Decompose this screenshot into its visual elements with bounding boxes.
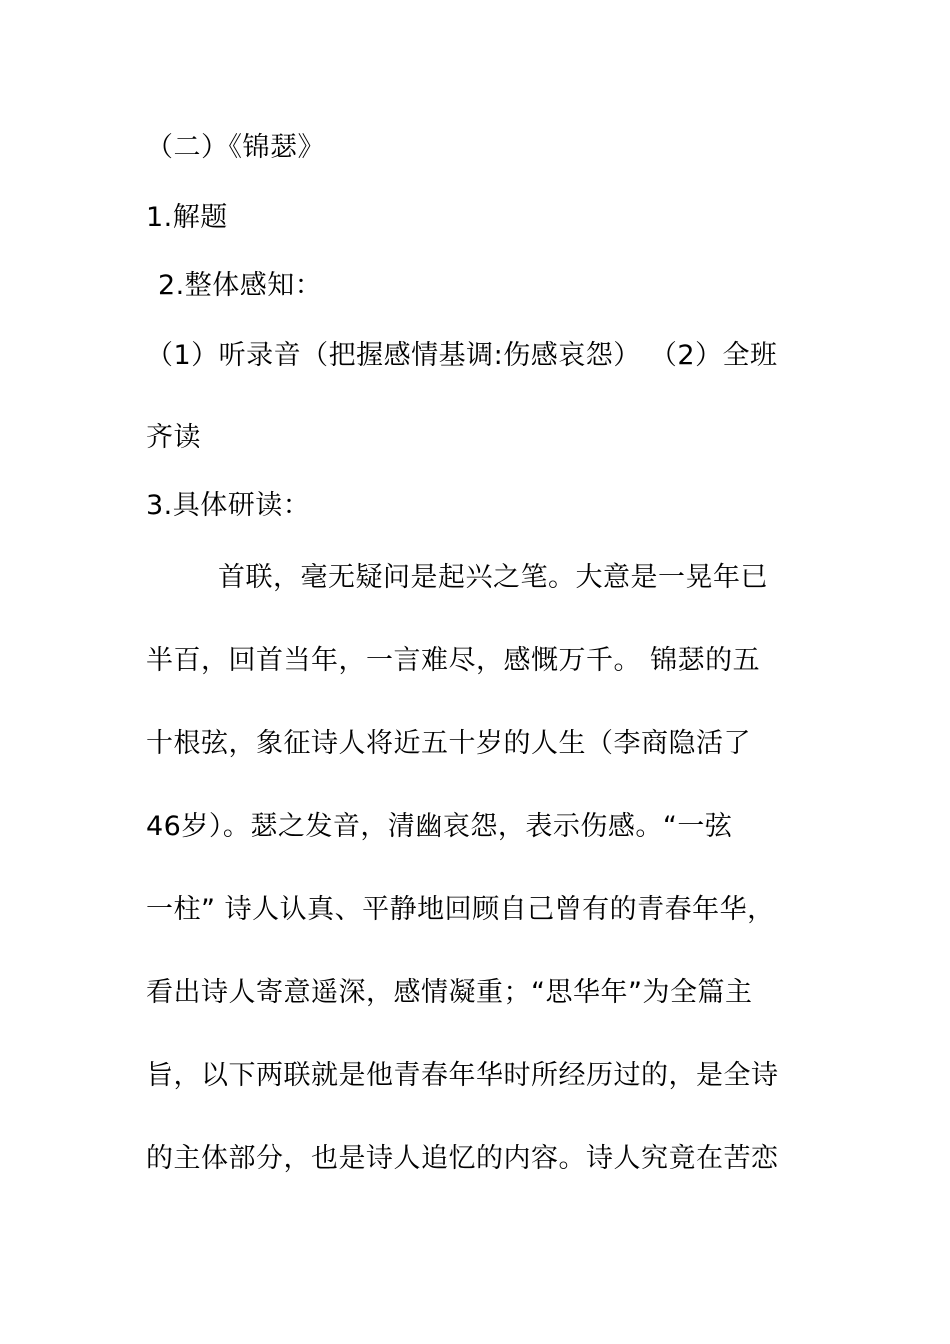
- step-2-detail-line-2: 齐读: [146, 422, 201, 453]
- step-2-detail-line-1: （1）听录音（把握感情基调:伤感哀怨） （2）全班: [146, 340, 778, 371]
- step-1-label: 1.解题: [146, 202, 228, 233]
- section-heading: （二）《锦瑟》: [146, 132, 325, 163]
- paragraph-line: 的主体部分，也是诗人追忆的内容。诗人究竟在苦恋: [146, 1143, 779, 1174]
- paragraph-line: 一柱” 诗人认真、平静地回顾自己曾有的青春年华，: [146, 894, 775, 925]
- paragraph-line: 看出诗人寄意遥深，感情凝重；“思华年”为全篇主: [146, 977, 753, 1008]
- paragraph-line: 旨，以下两联就是他青春年华时所经历过的，是全诗: [146, 1060, 779, 1091]
- paragraph-line: 46岁）。瑟之发音，清幽哀怨，表示伤感。“一弦: [146, 811, 733, 842]
- analysis-paragraph: [146, 560, 826, 1224]
- paragraph-line: 半百，回首当年，一言难尽，感慨万千。 锦瑟的五: [146, 645, 761, 676]
- paragraph-line: 首联，毫无疑问是起兴之笔。大意是一晃年已: [218, 562, 768, 593]
- paragraph-line: 十根弦，象征诗人将近五十岁的人生（李商隐活了: [146, 728, 751, 759]
- step-2-label: 2.整体感知：: [158, 270, 323, 301]
- step-3-label: 3.具体研读：: [146, 490, 311, 521]
